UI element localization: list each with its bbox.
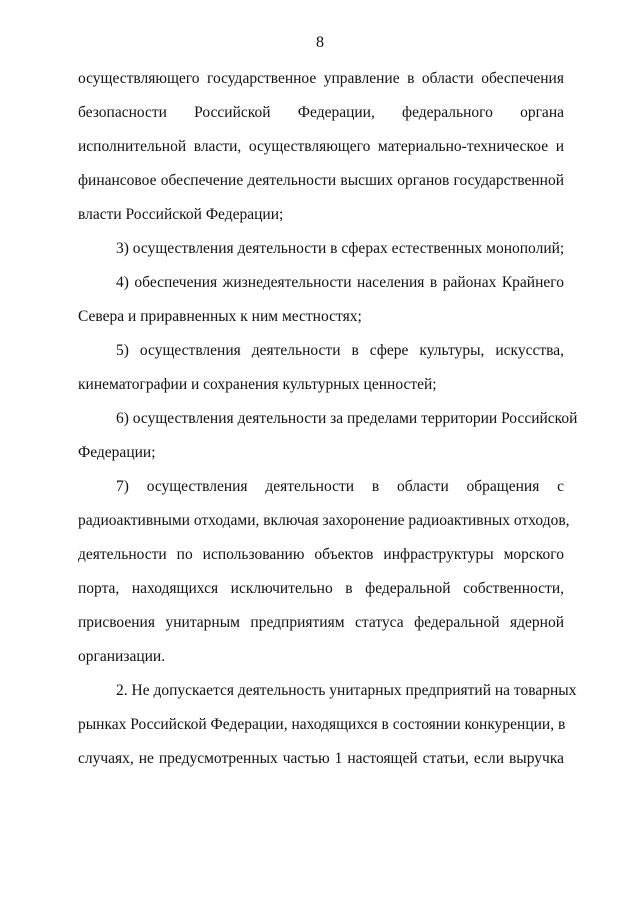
- text-line: рынках Российской Федерации, находящихся в состоянии конкуренции, в: [78, 716, 566, 733]
- text-line: случаях, не предусмотренных частью 1 настоящей статьи, если выручка: [78, 750, 564, 767]
- text-line: 7) осуществления деятельности в области обращения с: [116, 478, 564, 495]
- text-line: безопасности Российской Федерации, федерального органа: [78, 104, 564, 121]
- text-line: власти Российской Федерации;: [78, 206, 284, 223]
- text-line: организации.: [78, 648, 166, 665]
- text-line: радиоактивными отходами, включая захоронение радиоактивных отходов,: [78, 512, 570, 529]
- text-line: присвоения унитарным предприятиям статуса федеральной ядерной: [78, 614, 564, 631]
- text-line: 3) осуществления деятельности в сферах естественных монополий;: [116, 240, 565, 257]
- text-line: осуществляющего государственное управление в области обеспечения: [78, 70, 564, 87]
- text-line: 5) осуществления деятельности в сфере культуры, искусства,: [116, 342, 564, 359]
- document-body: [78, 68, 578, 782]
- text-line: кинематографии и сохранения культурных ценностей;: [78, 376, 437, 393]
- text-line: деятельности по использованию объектов инфраструктуры морского: [78, 546, 564, 563]
- page-number: 8: [316, 34, 324, 51]
- text-line: Севера и приравненных к ним местностях;: [78, 308, 362, 325]
- text-line: 6) осуществления деятельности за пределами территории Российской: [116, 410, 578, 427]
- text-line: 4) обеспечения жизнедеятельности населения в районах Крайнего: [116, 274, 564, 291]
- text-line: порта, находящихся исключительно в федеральной собственности,: [78, 580, 564, 597]
- text-line: 2. Не допускается деятельность унитарных предприятий на товарных: [116, 682, 577, 699]
- text-line: финансовое обеспечение деятельности высших органов государственной: [78, 172, 564, 189]
- text-line: исполнительной власти, осуществляющего материально-техническое и: [78, 138, 564, 155]
- text-line: Федерации;: [78, 444, 156, 461]
